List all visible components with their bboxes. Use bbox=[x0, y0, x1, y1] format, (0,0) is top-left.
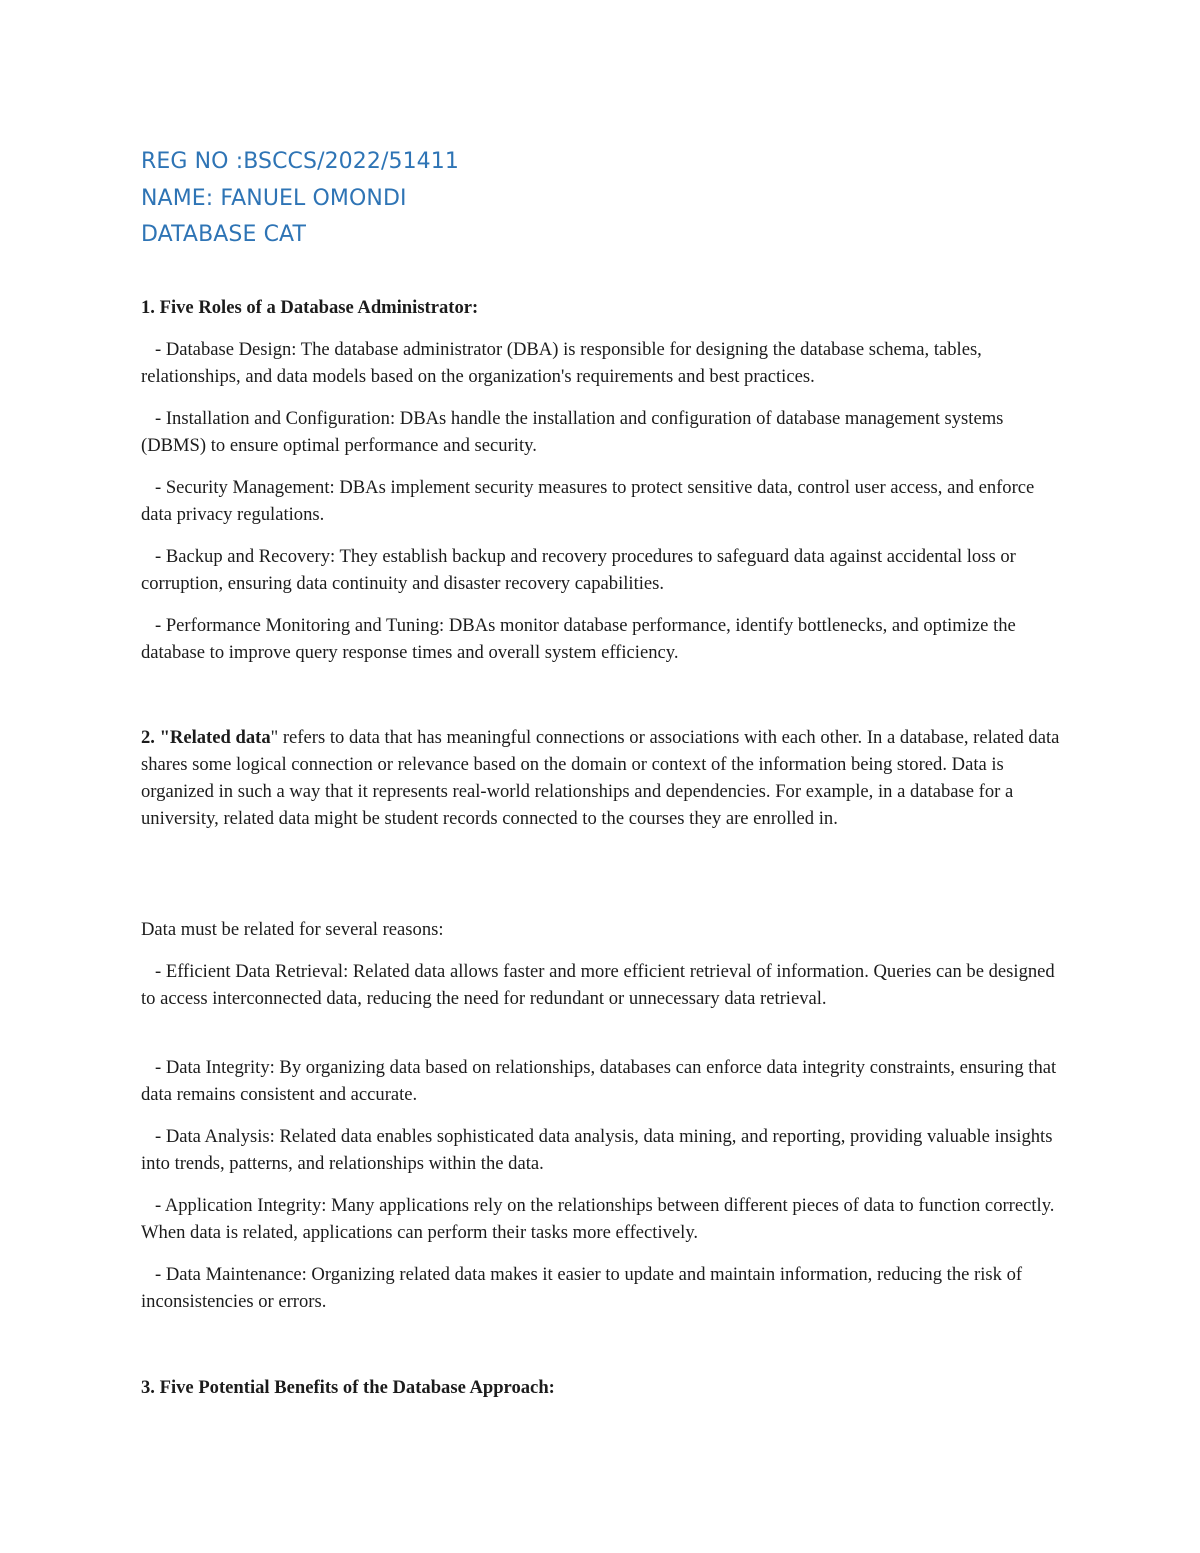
list-item: - Application Integrity: Many applications rely on the relationships between different pieces of data to function correctly. When data is related, applications can perform their tasks more effectively. bbox=[141, 1195, 1055, 1243]
section1-bullet-4 bbox=[141, 543, 1061, 597]
reg-number: REG NO :BSCCS/2022/51411 bbox=[141, 149, 459, 174]
list-item: - Efficient Data Retrieval: Related data allows faster and more efficient retrieval of information. Queries can be designed to access interconnected data, reducing the need for redundant or unnecessary data retrieval. bbox=[141, 961, 1055, 1009]
section2-bullet-3 bbox=[141, 1123, 1061, 1177]
section2-lead-bold: 2. "Related data bbox=[141, 727, 271, 748]
subject-title: DATABASE CAT bbox=[141, 222, 307, 247]
list-item: - Data Integrity: By organizing data based on relationships, databases can enforce data integrity constraints, ensuring that data remains consistent and accurate. bbox=[141, 1057, 1057, 1105]
section1-bullet-5 bbox=[141, 612, 1061, 666]
section2-paragraph bbox=[141, 724, 1061, 832]
section3-heading: 3. Five Potential Benefits of the Database Approach: bbox=[141, 1377, 555, 1398]
list-item: - Backup and Recovery: They establish backup and recovery procedures to safeguard data against accidental loss or corruption, ensuring data continuity and disaster recovery capabilities. bbox=[141, 546, 1016, 594]
section2-bullet-4 bbox=[141, 1192, 1061, 1246]
list-item: - Data Analysis: Related data enables sophisticated data analysis, data mining, and reporting, providing valuable insights into trends, patterns, and relationships within the data. bbox=[141, 1126, 1053, 1174]
section1-bullet-1 bbox=[141, 336, 1061, 390]
reasons-intro: Data must be related for several reasons: bbox=[141, 919, 444, 940]
list-item: - Security Management: DBAs implement security measures to protect sensitive data, control user access, and enforce data privacy regulations. bbox=[141, 477, 1035, 525]
section2-lead-text: " refers to data that has meaningful connections or associations with each other. In a database, related data shares some logical connection or relevance based on the domain or context of the information being stored. Data is organized in such a way that it represents real-world relationships and dependencies. For example, in a database for a university, related data might be student records connected to the courses they are enrolled in. bbox=[141, 727, 1060, 829]
section1-bullet-3 bbox=[141, 474, 1061, 528]
section2-bullet-5 bbox=[141, 1261, 1061, 1315]
document-header bbox=[141, 144, 1041, 254]
list-item: - Performance Monitoring and Tuning: DBAs monitor database performance, identify bottlenecks, and optimize the database to improve query response times and overall system efficiency. bbox=[141, 615, 1016, 663]
section2-bullet-1 bbox=[141, 958, 1061, 1012]
list-item: - Database Design: The database administrator (DBA) is responsible for designing the database schema, tables, relationships, and data models based on the organization's requirements and best practices. bbox=[141, 339, 982, 387]
section1-heading: 1. Five Roles of a Database Administrator: bbox=[141, 297, 479, 318]
section1-bullet-2 bbox=[141, 405, 1061, 459]
section2-bullet-2 bbox=[141, 1054, 1061, 1108]
list-item: - Data Maintenance: Organizing related data makes it easier to update and maintain information, reducing the risk of inconsistencies or errors. bbox=[141, 1264, 1023, 1312]
student-name: NAME: FANUEL OMONDI bbox=[141, 185, 407, 211]
list-item: - Installation and Configuration: DBAs handle the installation and configuration of database management systems (DBMS) to ensure optimal performance and security. bbox=[141, 408, 1004, 456]
